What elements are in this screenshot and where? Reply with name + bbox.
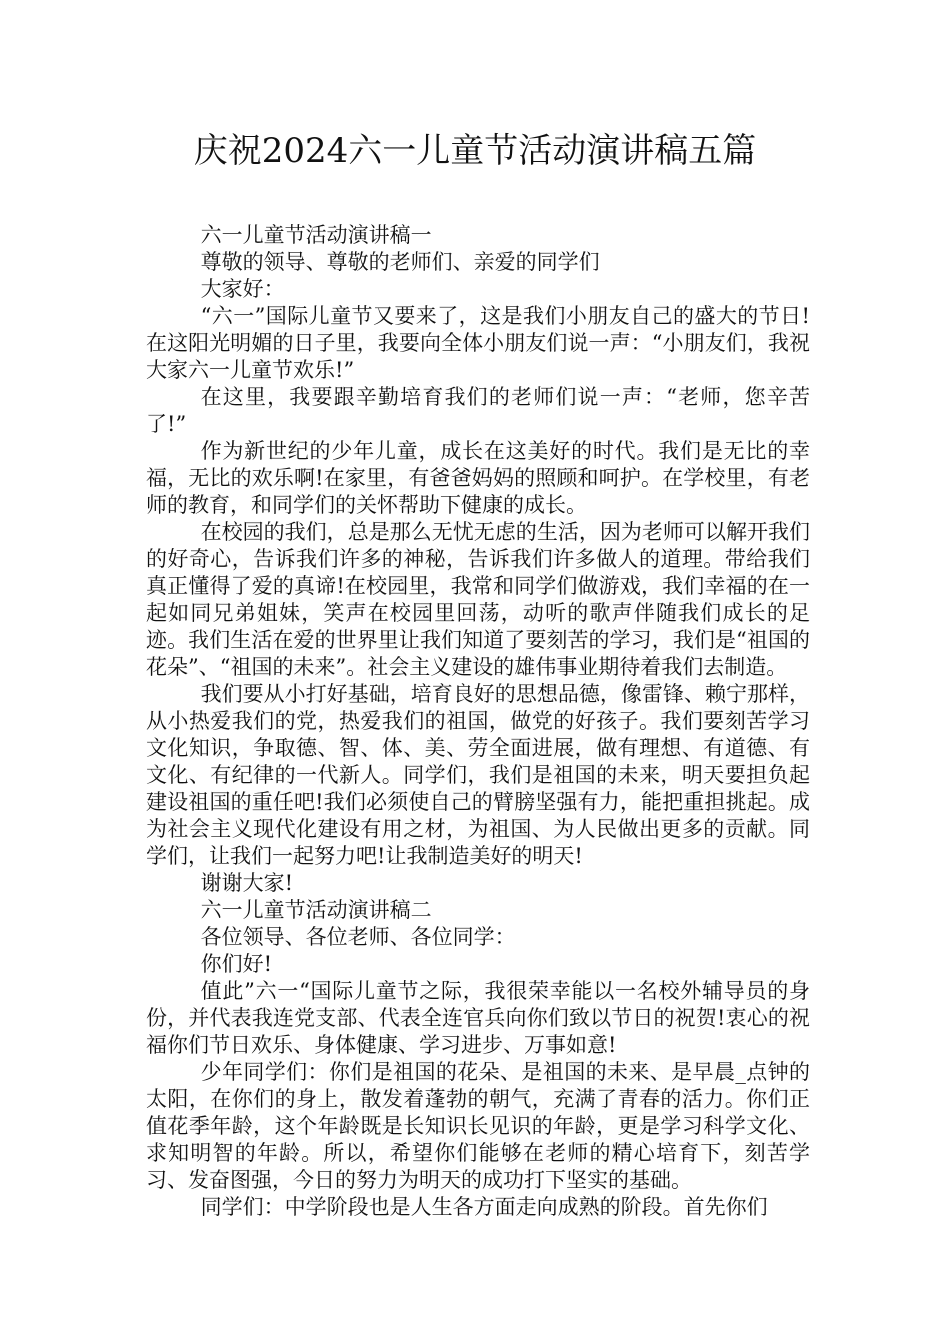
paragraph: 值此”六一“国际儿童节之际，我很荣幸能以一名校外辅导员的身份，并代表我连党支部、代表全连官兵向你们致以节日的祝贺!衷心的祝福你们节日欢乐、身体健康、学习进步、万事如意! [146,979,810,1057]
paragraph: 各位领导、各位老师、各位同学： [200,925,516,949]
paragraph: 尊敬的领导、尊敬的老师们、亲爱的同学们 [200,250,600,274]
document-body [146,222,810,1221]
paragraph: 谢谢大家! [200,871,294,895]
paragraph: 在这里，我要跟辛勤培育我们的老师们说一声：“老师，您辛苦了!” [146,385,810,436]
paragraph: 你们好! [200,952,273,976]
paragraph: 我们要从小打好基础，培育良好的思想品德，像雷锋、赖宁那样，从小热爱我们的党，热爱我们的祖国，做党的好孩子。我们要刻苦学习文化知识，争取德、智、体、美、劳全面进展，做有理想、有道德、有文化、有纪律的一代新人。同学们，我们是祖国的未来，明天要担负起建设祖国的重任吧!我们必须使自己的臂膀坚强有力，能把重担挑起。成为社会主义现代化建设有用之材，为祖国、为人民做出更多的贡献。同学们，让我们一起努力吧!让我制造美好的明天! [146,682,810,868]
paragraph: 在校园的我们，总是那么无忧无虑的生活，因为老师可以解开我们的好奇心，告诉我们许多的神秘，告诉我们许多做人的道理。带给我们真正懂得了爱的真谛!在校园里，我常和同学们做游戏，我们幸福的在一起如同兄弟姐妹，笑声在校园里回荡，动听的歌声伴随我们成长的足迹。我们生活在爱的世界里让我们知道了要刻苦的学习，我们是“祖国的花朵”、“祖国的未来”。社会主义建设的雄伟事业期待着我们去制造。 [146,520,810,679]
paragraph: 同学们：中学阶段也是人生各方面走向成熟的阶段。首先你们 [200,1195,768,1219]
document-title: 庆祝2024六一儿童节活动演讲稿五篇 [193,131,757,171]
paragraph: 少年同学们：你们是祖国的花朵、是祖国的未来、是早晨_点钟的太阳，在你们的身上，散发着蓬勃的朝气，充满了青春的活力。你们正值花季年龄，这个年龄既是长知识长见识的年龄，更是学习科学文化、求知明智的年龄。所以，希望你们能够在老师的精心培育下，刻苦学习、发奋图强，今日的努力为明天的成功打下坚实的基础。 [146,1060,810,1192]
paragraph: 作为新世纪的少年儿童，成长在这美好的时代。我们是无比的幸福，无比的欢乐啊!在家里，有爸爸妈妈的照顾和呵护。在学校里，有老师的教育，和同学们的关怀帮助下健康的成长。 [146,439,810,517]
paragraph: “六一”国际儿童节又要来了，这是我们小朋友自己的盛大的节日!在这阳光明媚的日子里，我要向全体小朋友们说一声：“小朋友们，我祝大家六一儿童节欢乐!” [146,304,810,382]
paragraph: 六一儿童节活动演讲稿一 [200,223,432,247]
paragraph: 大家好： [200,277,285,301]
paragraph: 六一儿童节活动演讲稿二 [200,898,432,922]
